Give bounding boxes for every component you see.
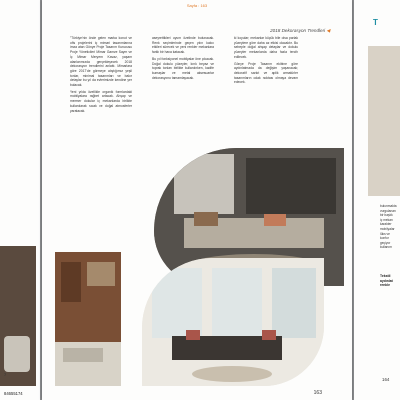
text-line: mobilyalar: [380, 226, 395, 231]
right-page-folio: 164: [382, 377, 390, 382]
page-number: 163: [313, 390, 322, 396]
left-facing-page: [0, 0, 40, 400]
section-marker-icon: ◀: [326, 28, 330, 33]
right-facing-page: [354, 0, 400, 400]
right-page-photo: [368, 46, 400, 196]
right-page-text: [380, 204, 400, 250]
text-column-1: [70, 36, 132, 115]
paragraph: Gönye Proje Tasarım ekibine göre aydınlatmada da değişim yaşanacak; dekoratif sarkıt ve aplik armatürler tasarımların odak noktası olmaya devam edecek.: [234, 61, 298, 85]
paragraph: ki koyular; mekanlar küçük bile olsa parlak yüzeylere göre daha az etkisi olacaktır. Bu sebeple doğal ahşap detaylar ve dokulu yüzeyler mekanlarda daha fazla tercih edilecek.: [234, 36, 298, 59]
text-line: konfor: [380, 236, 389, 241]
left-page-chair-photo: [4, 336, 30, 372]
text-line: iç mekan: [380, 217, 393, 222]
paragraph: Yeni yılda özellikle organik formlardaki mobilyalara rağbet artacak. Ahşap ve mermer dokular iç mekanlarda birlikte kullanılarak sıcak ve doğal atmosferler yaratacak.: [70, 89, 132, 113]
kitchen-photo: [55, 252, 121, 386]
paragraph: Bu yıl fonksiyonel mobilyalar öne çıkacak. Doğal dokulu yüzeyler, kırık beyaz ve toprak tonları birlikte kullanılırken, kadife kumaşlar ve metal aksesuarlar dekorasyonu tamamlayacak.: [152, 56, 214, 80]
text-line: karakter: [380, 222, 392, 227]
subheading-line: renkle: [380, 283, 390, 288]
document-id-stamp: 84655174: [4, 391, 23, 396]
subheading-line: aydınlat: [380, 278, 393, 283]
running-header: Sayfa : 163: [186, 3, 208, 8]
lounge-photo: [142, 258, 324, 386]
left-page-folio: 7: [4, 372, 7, 377]
section-title: [270, 28, 330, 34]
right-page-subheading: [380, 274, 400, 288]
text-column-2: [152, 36, 214, 82]
text-line: geçiyor: [380, 240, 391, 245]
paragraph: aseyrettikleri uyum özelinde bulunacak. Renk seçimlerinde geçen yılın kalıcı etkileri sürecek ve yeni renkler mekanlara farklı bir hava katacak.: [152, 36, 214, 55]
text-column-3: [234, 36, 298, 87]
text-line: kullanım: [380, 245, 392, 250]
text-line: bulunmakta: [380, 204, 397, 208]
magazine-page: [42, 0, 352, 400]
section-title-text: 2018 Dekorasyon Trendleri: [270, 28, 326, 33]
magazine-logo: T: [373, 18, 378, 27]
text-line: vurgulanan: [380, 208, 396, 213]
text-line: bir başlık: [380, 213, 393, 218]
paragraph: "Türkiye'nin önde gelen marka konut ve ofis projelerini iç mimari tasarımlarına imza atan Gönye Proje Tasarım Kurucusu Proje Yöneticileri Mimar Gamze Saym ve İç Mimar Meryem Kavaz, yaşam alanlarımızda gerçekleşecek 2018 dekorasyon trendlerini anlattı. Mimarlara göre 2017'de görmeye alıştığımız yeşil tonlar, minimal tasarımları ve bakır detaylar bu yıl da evlerimizde kendine yer bulacak.: [70, 36, 132, 88]
subheading-line: Tekstil: [380, 274, 391, 278]
text-line: lüks ve: [380, 231, 390, 236]
